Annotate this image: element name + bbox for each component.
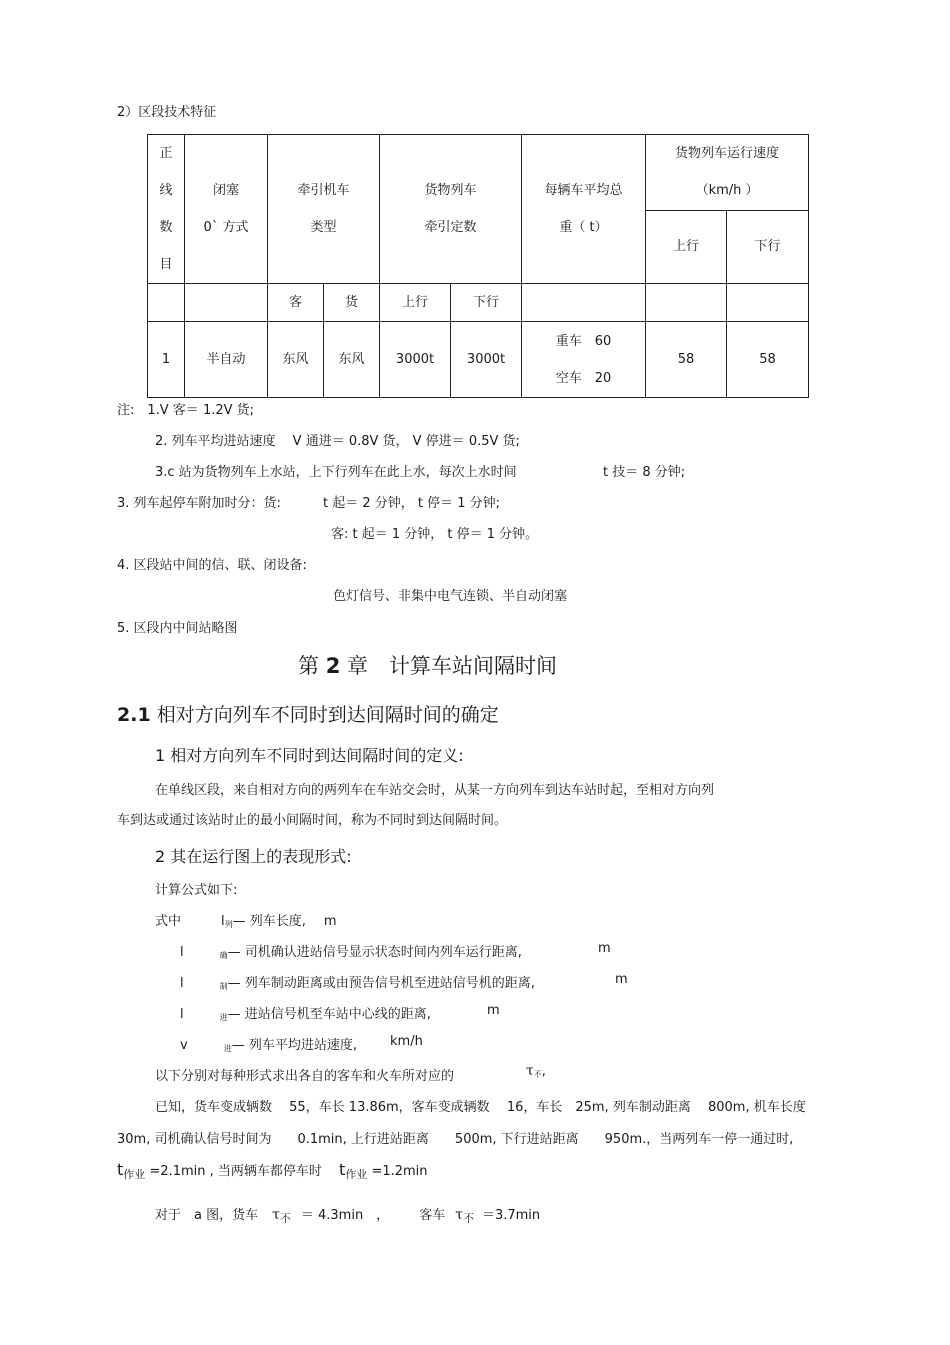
header-speed: 货物列车运行速度 （km/h ） (646, 135, 809, 211)
variable-speed-unit: km/h (390, 1034, 423, 1049)
variable-brake-distance: l $_制$— 列车制动距离或由预告信号机至进站信号机的距离, (180, 976, 535, 991)
subheader-down: 下行 (451, 284, 522, 322)
note-4-value: t 起＝ 2 分钟， t 停＝ 1 分钟; (323, 496, 501, 511)
formula-intro: 计算公式如下: (155, 883, 238, 898)
cell-empty (727, 284, 809, 322)
note-5: 客: t 起＝ 1 分钟， t 停＝ 1 分钟。 (331, 527, 539, 542)
result-line: 对于 a 图，货车 $\tau_不 = 4.3\min$ ， 客车 $\tau_不 =3.7\min$ (155, 1207, 541, 1225)
chapter-title: 第 2 章 计算车站间隔时间 (298, 654, 557, 678)
variable-signal-unit: m (487, 1003, 500, 1018)
section-tech-table (147, 134, 809, 398)
calculation-tau: $\tau_不$, (526, 1063, 546, 1079)
cell-down: 3000t (451, 322, 522, 398)
calculation-intro: 以下分别对每种形式求出各自的客车和火车所对应的 (155, 1069, 455, 1084)
subheader-goods: 货 (324, 284, 380, 322)
subsection-2: 2 其在运行图上的表现形式: (155, 847, 352, 866)
cell-speed-down: 58 (727, 322, 809, 398)
note-3-value: t 技＝ 8 分钟; (603, 465, 686, 480)
header-speed-up: 上行 (646, 210, 727, 284)
variable-train-length: 式中 $l_列—$ 列车长度, m (155, 914, 337, 929)
note-4: 3. 列车起停车附加时分：货: (117, 496, 281, 511)
cell-weight: 重车 60 空车 20 (522, 322, 646, 398)
cell-speed-up: 58 (646, 322, 727, 398)
cell-empty (148, 284, 185, 322)
paragraph-line-1: 在单线区段，来自相对方向的两列车在车站交会时，从某一方向列车到达车站时起，至相对方向列 (155, 783, 715, 798)
cell-block: 半自动 (185, 322, 268, 398)
header-tracks: 正 线 数 目 (148, 135, 185, 284)
variable-entry-speed: v $_进$— 列车平均进站速度, (180, 1038, 357, 1053)
cell-loco-passenger: 东风 (268, 322, 324, 398)
note-8: 5. 区段内中间站略图 (117, 621, 238, 636)
cell-empty (646, 284, 727, 322)
variable-signal-distance: l $_进$— 进站信号机至车站中心线的距离, (180, 1007, 431, 1022)
header-freight: 货物列车 牵引定数 (380, 135, 522, 284)
header-loco: 牵引机车 类型 (268, 135, 380, 284)
header-block: 闭塞 0` 方式 (185, 135, 268, 284)
known-line-3: $t_{作业} =2.1\min$ , 当两辆车都停车时 $t_{作业} =1.2\min$ (117, 1160, 428, 1181)
note-7: 色灯信号、非集中电气连锁、半自动闭塞 (333, 589, 568, 604)
cell-loco-goods: 东风 (324, 322, 380, 398)
cell-empty (185, 284, 268, 322)
subheader-up: 上行 (380, 284, 451, 322)
cell-empty (522, 284, 646, 322)
subheader-passenger: 客 (268, 284, 324, 322)
cell-up: 3000t (380, 322, 451, 398)
note-6: 4. 区段站中间的信、联、闭设备: (117, 558, 307, 573)
variable-brake-unit: m (615, 972, 628, 987)
known-line-2: 30m, 司机确认信号时间为 0.1min, 上行进站距离 500m, 下行进站距离 950m.，当两列车一停一通过时, (117, 1132, 794, 1147)
known-line-1: 已知，货车变成辆数 55，车长 13.86m，客车变成辆数 16，车长 25m, 列车制动距离 800m, 机车长度 (155, 1100, 806, 1115)
subsection-1: 1 相对方向列车不同时到达间隔时间的定义: (155, 746, 464, 765)
header-weight: 每辆车平均总 重（ t） (522, 135, 646, 284)
cell-tracks: 1 (148, 322, 185, 398)
paragraph-line-2: 车到达或通过该站时止的最小间隔时间，称为不同时到达间隔时间。 (117, 813, 508, 828)
variable-confirm-distance: l $_确$— 司机确认进站信号显示状态时间内列车运行距离, (180, 945, 522, 960)
variable-confirm-unit: m (598, 941, 611, 956)
header-speed-down: 下行 (727, 210, 809, 284)
note-3: 3.c 站为货物列车上水站，上下行列车在此上水，每次上水时间 (155, 465, 517, 480)
section-title: 2.1 相对方向列车不同时到达间隔时间的确定 (117, 704, 499, 726)
note-1: 注: 1.V 客＝ 1.2V 货; (117, 403, 255, 418)
note-2: 2. 列车平均进站速度 V 通进＝ 0.8V 货， V 停进＝ 0.5V 货; (155, 434, 520, 449)
section-heading-2: 2）区段技术特征 (117, 105, 217, 120)
